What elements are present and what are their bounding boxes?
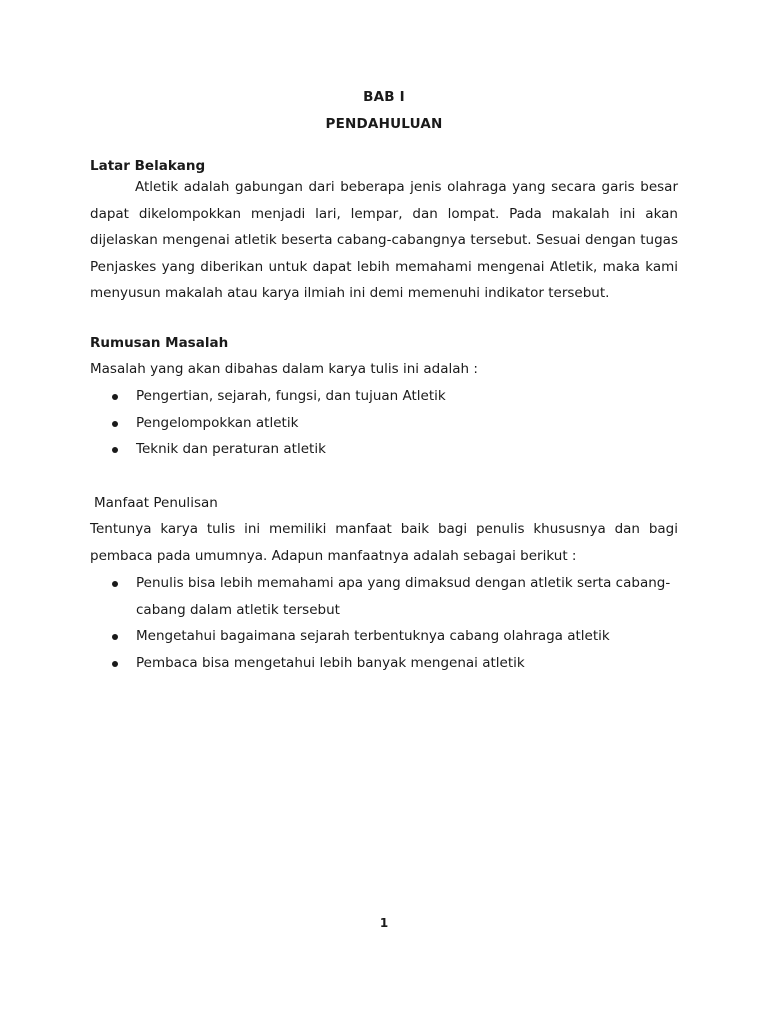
list-item <box>90 436 680 463</box>
rumusan-masalah-list <box>90 383 680 463</box>
list-item <box>90 650 680 677</box>
list-item-text: Mengetahui bagaimana sejarah terbentuknya cabang olahraga atletik <box>136 628 610 644</box>
rumusan-masalah-intro: Masalah yang akan dibahas dalam karya tulis ini adalah : <box>90 361 478 377</box>
list-item-text: Pengelompokkan atletik <box>136 414 299 431</box>
section-heading-latar-belakang: Latar Belakang <box>90 158 206 174</box>
section-heading-rumusan-masalah: Rumusan Masalah <box>90 335 229 351</box>
bullet-icon <box>112 581 118 587</box>
bullet-icon <box>112 634 118 640</box>
list-item <box>90 623 680 650</box>
bullet-icon <box>112 661 118 667</box>
list-item-text: Teknik dan peraturan atletik <box>136 441 326 457</box>
list-item <box>90 410 680 437</box>
section-heading-manfaat-penulisan: Manfaat Penulisan <box>94 495 218 511</box>
list-item-text: Pengertian, sejarah, fungsi, dan tujuan Atletik <box>136 388 446 404</box>
bullet-icon <box>112 394 118 400</box>
list-item <box>90 570 680 623</box>
chapter-title: PENDAHULUAN <box>325 116 443 132</box>
bullet-icon <box>112 421 118 427</box>
chapter-number: BAB I <box>363 89 405 105</box>
list-item-text: Penulis bisa lebih memahami apa yang dimaksud dengan atletik serta cabang-cabang dalam atletik tersebut <box>136 575 671 618</box>
page-number: 1 <box>379 916 389 930</box>
list-item-text: Pembaca bisa mengetahui lebih banyak mengenai atletik <box>136 654 525 671</box>
list-item <box>90 383 680 410</box>
manfaat-penulisan-list <box>90 570 680 676</box>
bullet-icon <box>112 447 118 453</box>
latar-belakang-paragraph: Atletik adalah gabungan dari beberapa jenis olahraga yang secara garis besar dapat dikelompokkan menjadi lari, lempar, dan lompat. Pada makalah ini akan dijelaskan mengenai atletik beserta cabang-cabangnya tersebut. Sesuai dengan tugas Penjaskes yang diberikan untuk dapat lebih memahami mengenai Atletik, maka kami menyusun makalah atau karya ilmiah ini demi memenuhi indikator tersebut. <box>90 179 678 301</box>
manfaat-penulisan-paragraph: Tentunya karya tulis ini memiliki manfaat baik bagi penulis khususnya dan bagi pembaca pada umumnya. Adapun manfaatnya adalah sebagai berikut : <box>90 521 678 564</box>
